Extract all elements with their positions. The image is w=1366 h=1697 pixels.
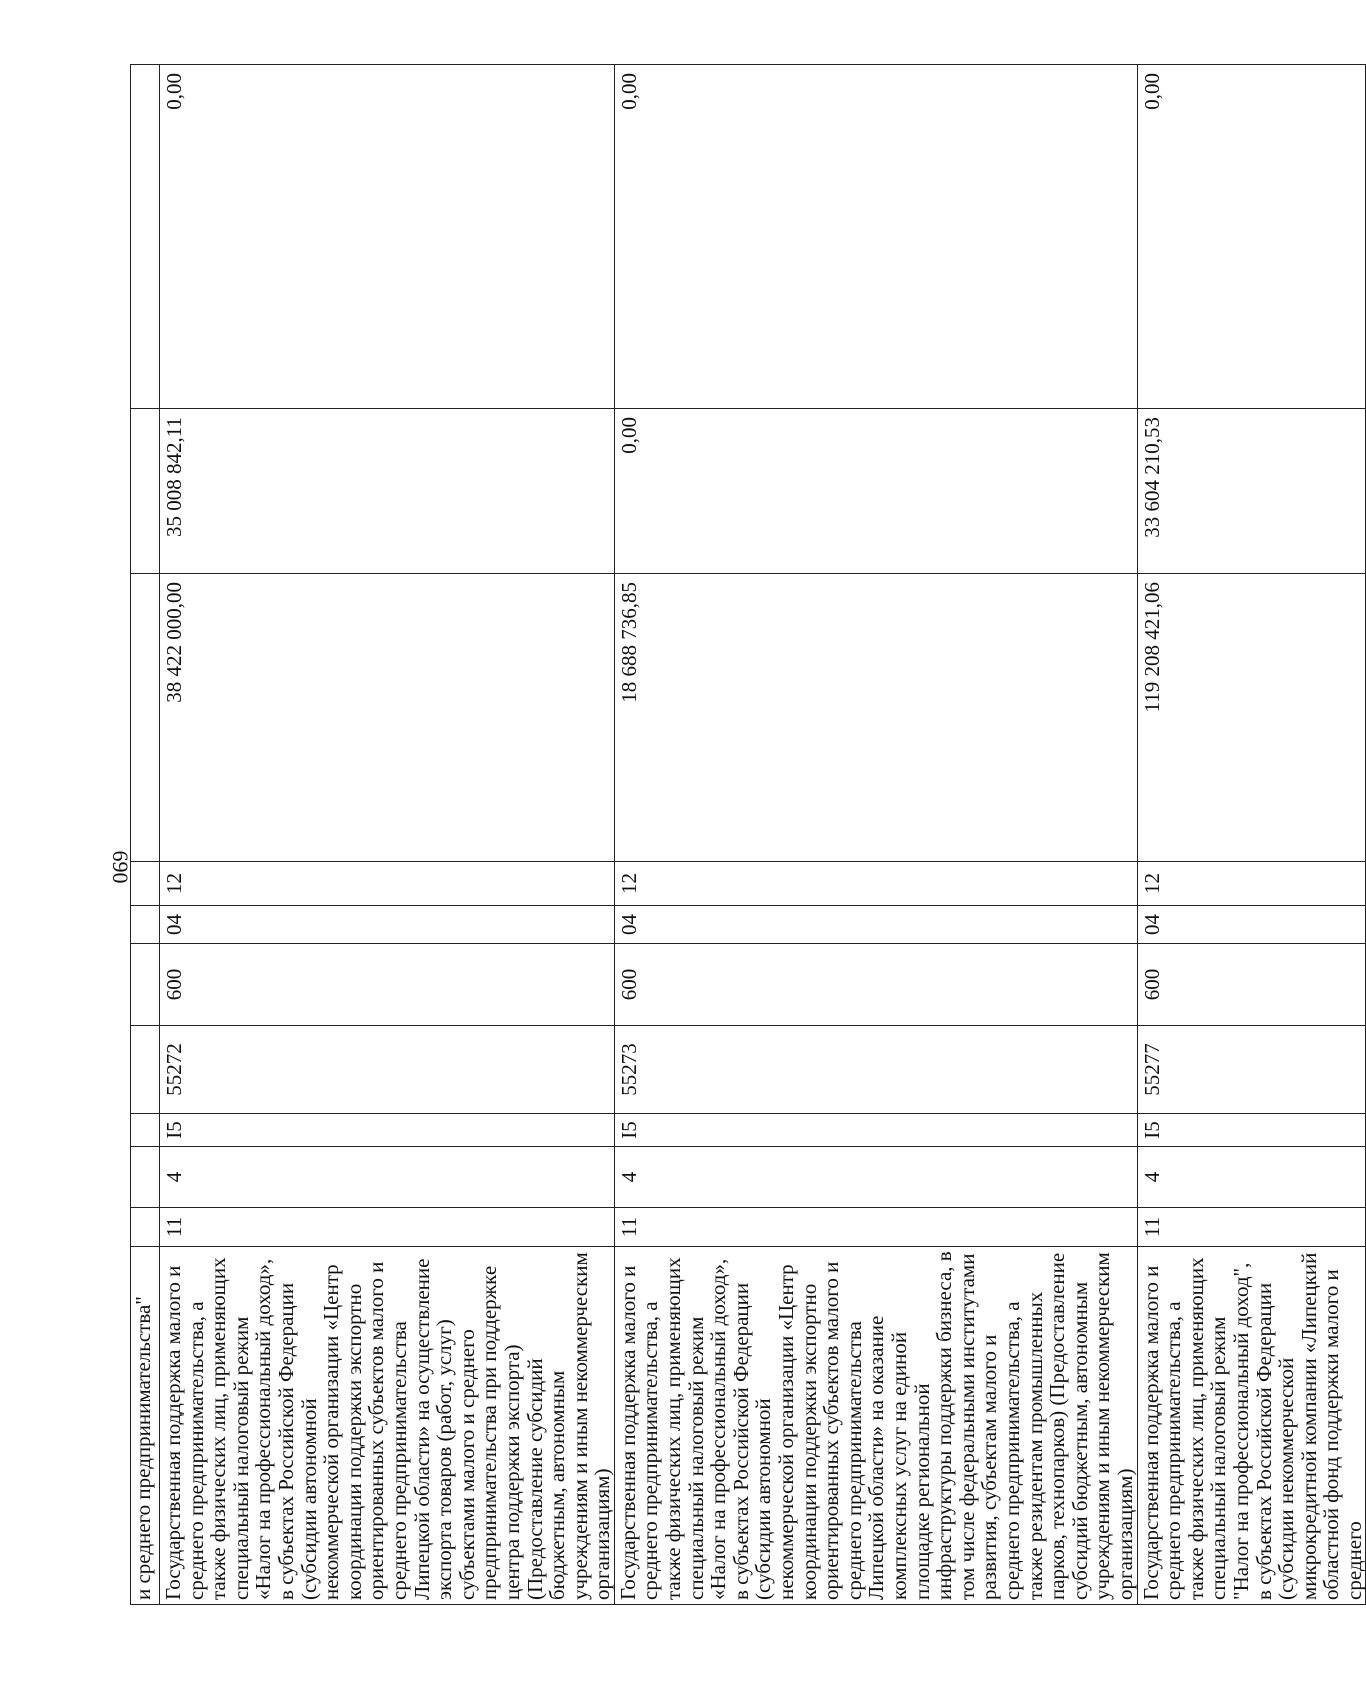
table-row xyxy=(160,65,615,1605)
table-row xyxy=(131,65,160,1605)
cell-code-5: 600 xyxy=(614,944,1137,1026)
row-description: Государственная поддержка малого и среднего предпринимательства, а также физических лиц, применяющих специальный налоговый режим «Налог на профессиональный доход», в субъектах Российской Федерации (субсидии автономной некоммерческой организации «Центр координации поддержки экспортно ориентированных субъектов малого и среднего предпринимательства Липецкой области» на осуществление экспорта товаров (работ, услуг) субъектами малого и среднего предпринимательства при поддержке центра поддержки экспорта) (Предоставление субсидий бюджетным, автономным учреждениям и иным некоммерческим организациям) xyxy=(160,1247,615,1605)
row-description: и среднего предпринимательства" xyxy=(131,1247,160,1605)
cell-amount-1: 38 422 000,00 xyxy=(160,574,615,862)
cell-code-4 xyxy=(131,1026,160,1114)
cell-amount-2 xyxy=(131,409,160,574)
cell-amount-3 xyxy=(131,65,160,409)
cell-code-3 xyxy=(131,1114,160,1147)
cell-code-7: 12 xyxy=(1137,862,1366,906)
cell-code-6 xyxy=(131,906,160,944)
cell-amount-1 xyxy=(131,574,160,862)
cell-code-7: 12 xyxy=(614,862,1137,906)
table-row xyxy=(614,65,1137,1605)
row-description: Государственная поддержка малого и среднего предпринимательства, а также физических лиц, применяющих специальный налоговый режим «Налог на профессиональный доход», в субъектах Российской Федерации (субсидии автономной некоммерческой организации «Центр координации поддержки экспортно ориентированных субъектов малого и среднего предпринимательства Липецкой области» на оказание комплексных услуг на единой площадке региональной инфраструктуры поддержки бизнеса, в том числе федеральными институтами развития, субъектам малого и среднего предпринимательства, а также резидентам промышленных парков, технопарков) (Предоставление субсидий бюджетным, автономным учреждениям и иным некоммерческим организациям) xyxy=(614,1247,1137,1605)
row-description: Государственная поддержка малого и среднего предпринимательства, а также физических лиц, применяющих специальный налоговый режим "Налог на профессиональный доход", в субъектах Российской Федерации (субсидии некоммерческой микрокредитной компании «Липецкий областной фонд поддержки малого и среднего xyxy=(1137,1247,1366,1605)
cell-amount-3: 0,00 xyxy=(160,65,615,409)
cell-amount-1: 119 208 421,06 xyxy=(1137,574,1366,862)
cell-code-2: 4 xyxy=(614,1147,1137,1208)
cell-code-3: I5 xyxy=(160,1114,615,1147)
cell-code-6: 04 xyxy=(1137,906,1366,944)
cell-code-7 xyxy=(131,862,160,906)
cell-amount-3: 0,00 xyxy=(1137,65,1366,409)
rotated-table-wrapper xyxy=(130,65,1366,1605)
cell-code-6: 04 xyxy=(614,906,1137,944)
cell-amount-2: 33 604 210,53 xyxy=(1137,409,1366,574)
budget-table xyxy=(130,64,1366,1605)
cell-code-4: 55272 xyxy=(160,1026,615,1114)
cell-code-6: 04 xyxy=(160,906,615,944)
cell-code-5 xyxy=(131,944,160,1026)
cell-code-2 xyxy=(131,1147,160,1208)
cell-code-1: 11 xyxy=(160,1208,615,1247)
cell-code-1: 11 xyxy=(614,1208,1137,1247)
cell-amount-2: 0,00 xyxy=(614,409,1137,574)
cell-code-4: 55273 xyxy=(614,1026,1137,1114)
cell-code-2: 4 xyxy=(1137,1147,1366,1208)
cell-amount-2: 35 008 842,11 xyxy=(160,409,615,574)
cell-code-2: 4 xyxy=(160,1147,615,1208)
cell-code-4: 55277 xyxy=(1137,1026,1366,1114)
cell-code-5: 600 xyxy=(160,944,615,1026)
cell-code-1 xyxy=(131,1208,160,1247)
table-row xyxy=(1137,65,1366,1605)
cell-amount-3: 0,00 xyxy=(614,65,1137,409)
cell-code-3: I5 xyxy=(1137,1114,1366,1147)
cell-code-1: 11 xyxy=(1137,1208,1366,1247)
cell-amount-1: 18 688 736,85 xyxy=(614,574,1137,862)
cell-code-3: I5 xyxy=(614,1114,1137,1147)
cell-code-7: 12 xyxy=(160,862,615,906)
cell-code-5: 600 xyxy=(1137,944,1366,1026)
page-number: 690 xyxy=(108,850,133,884)
